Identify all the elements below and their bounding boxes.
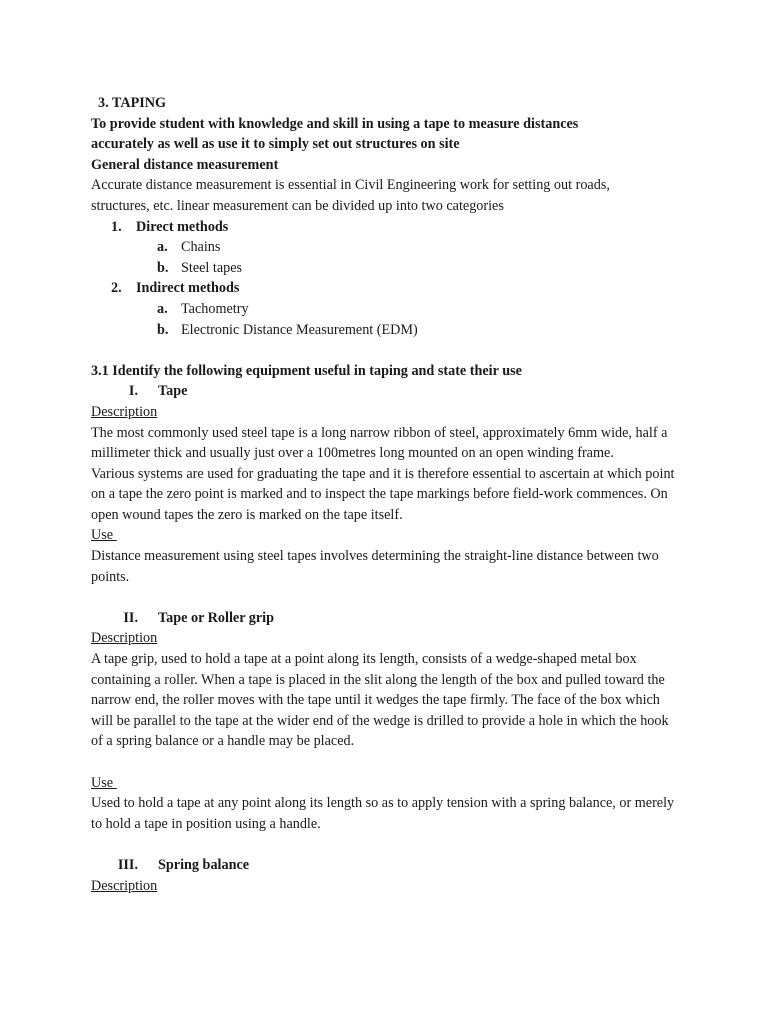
sub-item-label: Tachometry xyxy=(181,300,249,317)
use-text: Distance measurement using steel tapes involves determining the straight-line distance between two points. xyxy=(91,548,659,585)
description-label: Description xyxy=(91,403,158,420)
equipment-heading xyxy=(91,381,708,402)
category-label: Direct methods xyxy=(136,218,229,235)
equipment-numeral: I. xyxy=(128,383,138,400)
description-paragraph: Various systems are used for graduating the tape and it is therefore essential to ascertain at which point on a tape the zero point is marked and to inspect the tape markings before field-work commences. On open wound tapes the zero is marked on the tape itself. xyxy=(91,465,675,523)
general-heading: General distance measurement xyxy=(91,156,279,173)
section-3-1-title: 3.1 Identify the following equipment useful in taping and state their use xyxy=(91,362,522,379)
use-label: Use xyxy=(91,527,117,544)
equipment-name: Tape or Roller grip xyxy=(158,609,274,626)
description-paragraph: The most commonly used steel tape is a long narrow ribbon of steel, approximately 6mm wide, half a millimeter thick and usually just over a 100metres long mounted on an open winding frame. xyxy=(91,424,668,462)
equipment-name: Spring balance xyxy=(158,856,250,873)
objective-line-1: To provide student with knowledge and skill in using a tape to measure distances xyxy=(91,115,579,132)
sub-item-letter: b. xyxy=(157,321,169,338)
sub-item-label: Chains xyxy=(181,239,221,256)
sub-item-label: Steel tapes xyxy=(181,259,243,276)
equipment-heading xyxy=(91,608,708,629)
section-title: 3. TAPING xyxy=(98,95,167,111)
category-item xyxy=(91,278,708,299)
equipment-numeral: II. xyxy=(123,609,138,626)
category-number: 2. xyxy=(111,280,122,297)
sub-item-label: Electronic Distance Measurement (EDM) xyxy=(181,321,418,338)
general-text: Accurate distance measurement is essential in Civil Engineering work for setting out roads, structures, etc. linear measurement can be divided up into two categories xyxy=(91,177,610,214)
equipment-numeral: III. xyxy=(117,856,138,873)
sub-item-letter: a. xyxy=(157,300,168,317)
sub-item xyxy=(91,258,708,279)
equipment-name: Tape xyxy=(158,383,188,400)
sub-item-letter: b. xyxy=(157,259,169,276)
sub-item xyxy=(91,299,708,320)
equipment-heading xyxy=(91,855,708,876)
description-paragraph: A tape grip, used to hold a tape at a point along its length, consists of a wedge-shaped metal box containing a roller. When a tape is placed in the slit along the length of the box and pulled toward the narrow end, the roller moves with the tape until it wedges the tape firmly. The face of the box which will be parallel to the tape at the wider end of the wedge is drilled to provide a hole in which the hook of a spring balance or a handle may be placed. xyxy=(91,651,669,750)
use-label: Use xyxy=(91,774,117,791)
sub-item xyxy=(91,320,708,341)
sub-item-letter: a. xyxy=(157,239,168,256)
sub-item xyxy=(91,237,708,258)
description-label: Description xyxy=(91,630,158,647)
category-label: Indirect methods xyxy=(136,280,240,297)
description-label: Description xyxy=(91,877,158,894)
objective-line-2: accurately as well as use it to simply set out structures on site xyxy=(91,136,460,153)
category-number: 1. xyxy=(111,218,122,235)
use-text: Used to hold a tape at any point along its length so as to apply tension with a spring balance, or merely to hold a tape in position using a handle. xyxy=(91,795,675,832)
category-item xyxy=(91,217,708,238)
